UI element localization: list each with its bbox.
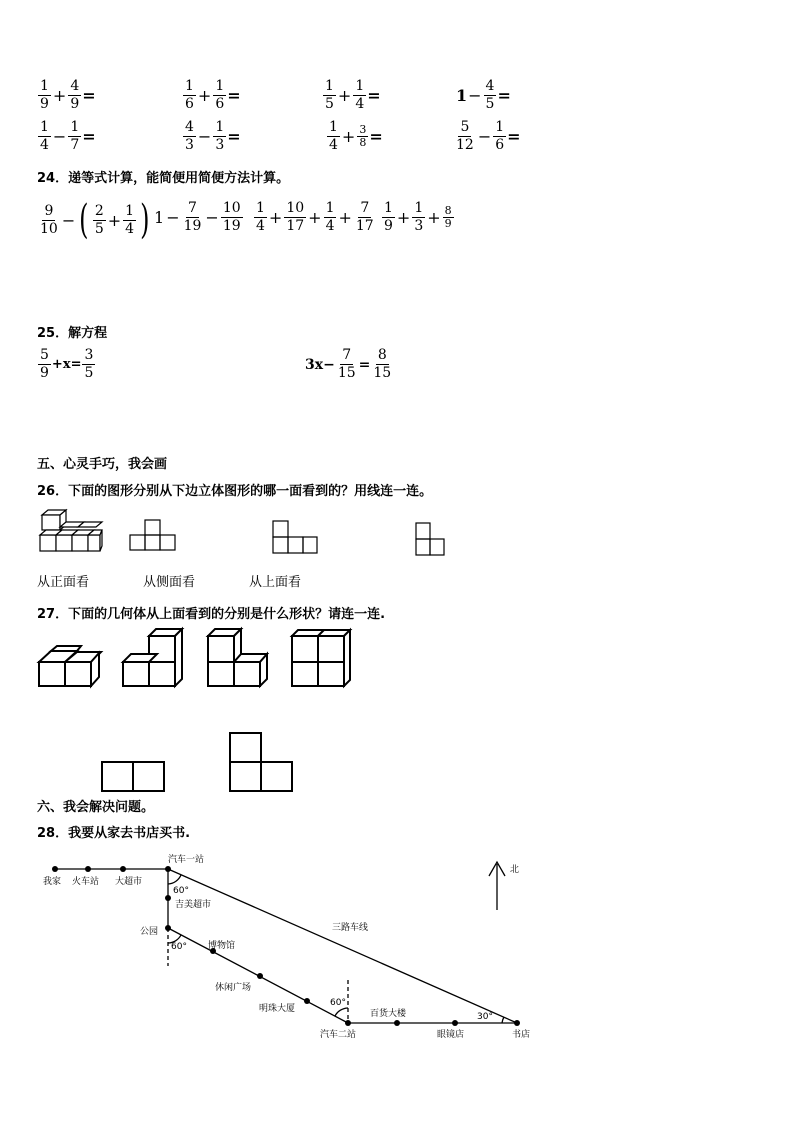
q23-row1-expr1: $\frac{1}{9}$ + $\frac{4}{9}$ =	[40, 78, 96, 112]
stop-supermarket	[120, 866, 126, 872]
q23-row1-expr4: 1 − $\frac{4}{5}$ =	[456, 78, 511, 112]
q27-title: 27．下面的几何体从上面看到的分别是什么形状？请连一连.	[37, 607, 386, 622]
q26-label-side: 从侧面看	[143, 575, 196, 590]
label-department-store: 百货大楼	[370, 1009, 407, 1019]
q23-row2-expr4: $\frac{5}{12}$ − $\frac{1}{6}$ =	[456, 119, 521, 153]
label-museum: 博物馆	[208, 941, 236, 951]
label-bookstore: 书店	[512, 1030, 531, 1040]
stop-train-station	[85, 866, 91, 872]
label-bus-station-1: 汽车一站	[168, 855, 205, 865]
label-angle-60-b: 60°	[171, 942, 187, 952]
q26-view-front	[130, 520, 175, 550]
section-five-heading: 五、心灵手巧，我会画	[37, 457, 168, 472]
q27-solid-2	[123, 629, 182, 686]
q26-view-top	[416, 523, 444, 555]
stop-jimei	[165, 895, 171, 901]
q26-view-side	[273, 521, 317, 553]
q25-title: 25．解方程	[37, 326, 108, 341]
label-mingzhu: 明珠大厦	[259, 1004, 296, 1014]
q23-row1-expr2: $\frac{1}{6}$ + $\frac{1}{6}$ =	[185, 78, 241, 112]
q28-route-map	[30, 848, 550, 1048]
q25-eq1: $\frac{5}{9}$ +x= $\frac{3}{5}$	[40, 347, 94, 381]
label-plaza: 休闲广场	[215, 983, 252, 993]
stop-glasses-shop	[452, 1020, 458, 1026]
q24-expr4: $\frac{1}{9}$ + $\frac{1}{3}$ + $\frac{8}{9}$	[384, 200, 452, 234]
label-bus-station-2: 汽车二站	[320, 1030, 357, 1040]
q27-solid-3	[208, 629, 267, 686]
label-route-3: 三路车线	[332, 923, 369, 933]
q23-row2-expr2: $\frac{4}{3}$ − $\frac{1}{3}$ =	[185, 119, 241, 153]
stop-park	[165, 925, 171, 931]
stop-mingzhu	[304, 998, 310, 1004]
stop-plaza	[257, 973, 263, 979]
q24-expr3: $\frac{1}{4}$ + $\frac{10}{17}$ + $\frac{1}{4}$ + $\frac{7}{17}$	[256, 200, 374, 234]
stop-bus-station-1	[165, 866, 171, 872]
q26-title: 26．下面的图形分别从下边立体图形的哪一面看到的？用线连一连。	[37, 484, 433, 499]
label-park: 公园	[140, 927, 159, 937]
q27-solid-4	[292, 630, 350, 686]
q28-title: 28．我要从家去书店买书.	[37, 826, 191, 841]
q26-label-front: 从正面看	[37, 575, 90, 590]
q27-top-view-a	[102, 762, 164, 791]
stop-bus-station-2	[345, 1020, 351, 1026]
label-supermarket: 大超市	[115, 877, 143, 887]
q24-expr1: $\frac{9}{10}$ − ( $\frac{2}{5}$ + $\frac{1}{4}$ )	[40, 197, 150, 243]
section-six-heading: 六、我会解决问题。	[37, 800, 155, 815]
route-stops	[52, 866, 520, 1026]
stop-bookstore	[514, 1020, 520, 1026]
q27-top-view-b	[230, 733, 292, 791]
q26-figures	[30, 505, 460, 565]
label-jimei: 吉美超市	[175, 900, 212, 910]
label-train-station: 火车站	[72, 877, 100, 887]
label-glasses-shop: 眼镜店	[437, 1030, 465, 1040]
label-north: 北	[510, 865, 520, 875]
q26-solid-3d	[40, 510, 102, 551]
label-angle-60-c: 60°	[330, 998, 346, 1008]
q24-expr2: 1 − $\frac{7}{19}$ − $\frac{10}{19}$	[154, 200, 241, 234]
label-home: 我家	[43, 877, 62, 887]
q24-title: 24．递等式计算，能简便用简便方法计算。	[37, 171, 290, 186]
q27-solid-1	[39, 646, 101, 686]
q27-top-views	[95, 725, 300, 797]
stop-department-store	[394, 1020, 400, 1026]
stop-home	[52, 866, 58, 872]
label-angle-60-a: 60°	[173, 886, 189, 896]
q27-solids	[30, 622, 360, 694]
q23-row2-expr3: $\frac{1}{4}$ + $\frac{3}{8}$ =	[329, 119, 383, 153]
label-angle-30: 30°	[477, 1012, 493, 1022]
q26-label-top: 从上面看	[249, 575, 302, 590]
q23-row1-expr3: $\frac{1}{5}$ + $\frac{1}{4}$ =	[325, 78, 381, 112]
q23-row2-expr1: $\frac{1}{4}$ − $\frac{1}{7}$ =	[40, 119, 96, 153]
q25-eq2: 3x− $\frac{7}{15}$ = $\frac{8}{15}$	[305, 347, 392, 381]
